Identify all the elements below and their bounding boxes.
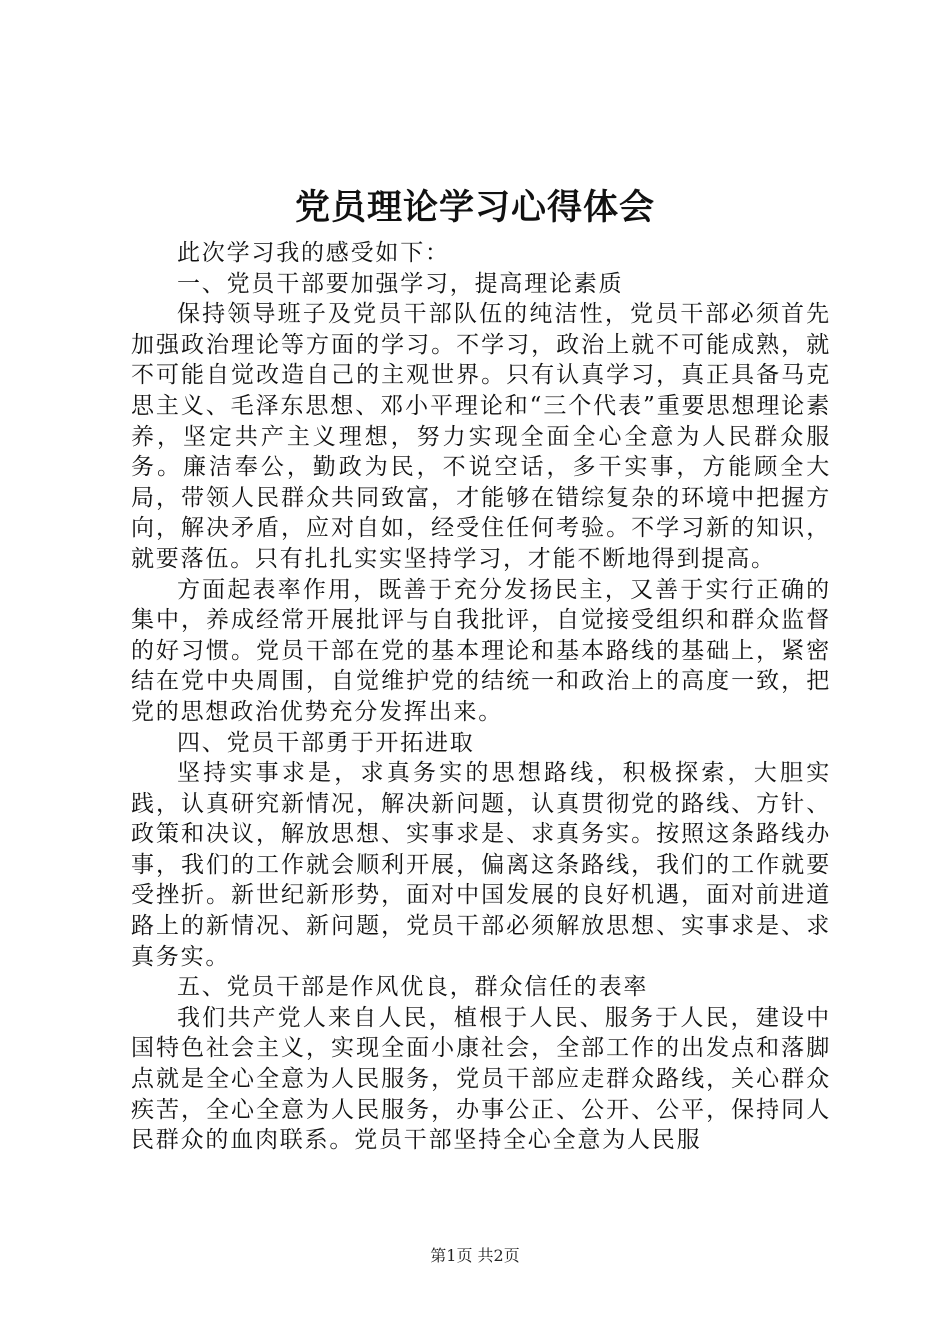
body-paragraph: 方面起表率作用，既善于充分发扬民主，又善于实行正确的集中，养成经常开展批评与自我批评，自觉接受组织和群众监督的好习惯。党员干部在党的基本理论和基本路线的基础上，紧密结在党中央周围，自觉维护党的结统一和政治上的高度一致，把党的思想政治优势充分发挥出来。 [131, 576, 831, 725]
page-number-footer: 第1页 共2页 [430, 1246, 520, 1265]
section-heading-1: 一、党员干部要加强学习，提高理论素质 [177, 270, 624, 297]
intro-paragraph: 此次学习我的感受如下： [177, 240, 450, 266]
document-title: 党员理论学习心得体会 [294, 187, 655, 228]
document-body [131, 238, 831, 1156]
body-paragraph: 我们共产党人来自人民，植根于人民、服务于人民，建设中国特色社会主义，实现全面小康社会，全部工作的出发点和落脚点就是全心全意为人民服务，党员干部应走群众路线，关心群众疾苦，全心全意为人民服务，办事公正、公开、公平，保持同人民群众的血肉联系。党员干部坚持全心全意为人民服 [131, 1004, 831, 1154]
section-heading-4: 四、党员干部勇于开拓进取 [177, 729, 475, 756]
section-heading-5: 五、党员干部是作风优良，群众信任的表率 [177, 974, 649, 1001]
body-paragraph: 坚持实事求是，求真务实的思想路线，积极探索，大胆实践，认真研究新情况，解决新问题，认真贯彻党的路线、方针、政策和决议，解放思想、实事求是、求真务实。按照这条路线办事，我们的工作就会顺利开展，偏离这条路线，我们的工作就要受挫折。新世纪新形势，面对中国发展的良好机遇，面对前进道路上的新情况、新问题，党员干部必须解放思想、实事求是、求真务实。 [131, 760, 831, 970]
body-paragraph: 保持领导班子及党员干部队伍的纯洁性，党员干部必须首先加强政治理论等方面的学习。不学习，政治上就不可能成熟，就不可能自觉改造自己的主观世界。只有认真学习，真正具备马克思主义、毛泽东思想、邓小平理论和“三个代表”重要思想理论素养，坚定共产主义理想，努力实现全面全心全意为人民群众服务。廉洁奉公，勤政为民，不说空话，多干实事，方能顾全大局，带领人民群众共同致富，才能够在错综复杂的环境中把握方向，解决矛盾，应对自如，经受住任何考验。不学习新的知识，就要落伍。只有扎扎实实坚持学习，才能不断地得到提高。 [131, 301, 831, 572]
